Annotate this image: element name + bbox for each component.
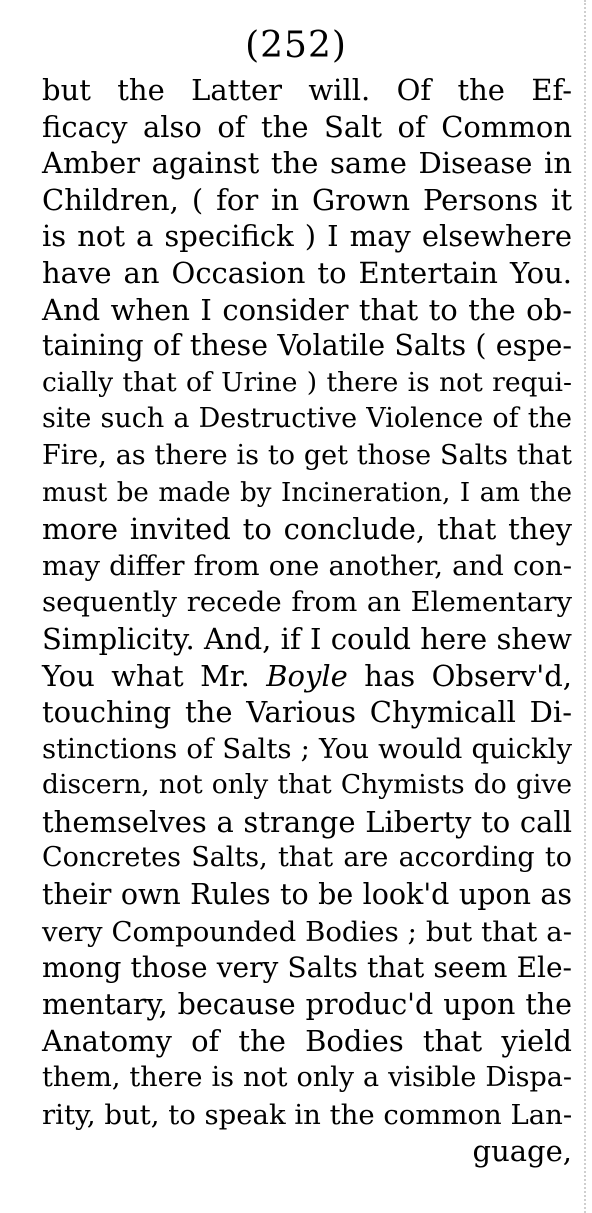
text-line-27: Anatomy of the Bodies that yield: [42, 1024, 572, 1059]
body-text: [42, 72, 572, 1170]
page-number: (252): [245, 25, 347, 66]
text-line-25: mong those very Salts that seem Ele-: [42, 951, 572, 985]
text-line-24: very Compounded Bodies ; but that a-: [42, 915, 572, 948]
page-edge-rule: [582, 0, 586, 1213]
text-line-8: taining of these Volatile Salts ( espe-: [42, 329, 572, 363]
text-line-26: mentary, because produc'd upon the: [42, 987, 572, 1021]
text-line-1: but the Latter will. Of the Ef-: [42, 73, 572, 107]
text-line-13: more invited to conclude, that they: [42, 512, 572, 547]
text-line-15: sequently recede from an Elementary: [42, 586, 572, 619]
text-line-19: stinctions of Salts ; You would quickly: [42, 732, 572, 765]
text-line-4: Children, ( for in Grown Persons it: [42, 182, 572, 217]
text-line-7: And when I consider that to the ob-: [42, 292, 572, 327]
text-line-23: their own Rules to be look'd upon as: [42, 878, 572, 912]
text-line-28: them, there is not only a visible Dispa-: [42, 1062, 572, 1094]
text-line-17: You what Mr. Boyle has Observ'd,: [42, 658, 572, 693]
text-line-12: must be made by Incineration, I am the: [42, 477, 572, 508]
text-line-5: is not a specifick ) I may elsewhere: [42, 219, 572, 254]
text-line-22: Concretes Salts, that are according to: [42, 842, 572, 874]
text-line-16: Simplicity. And, if I could here shew: [42, 621, 572, 656]
text-line-6: have an Occasion to Entertain You.: [42, 255, 572, 290]
text-line-2: ficacy also of the Salt of Common: [42, 109, 572, 144]
text-line-29: rity, but, to speak in the common Lan-: [42, 1098, 573, 1131]
text-line-11: Fire, as there is to get those Salts that: [42, 439, 572, 471]
text-line-20: discern, not only that Chymists do give: [42, 769, 572, 801]
text-line-21: themselves a strange Liberty to call: [42, 804, 572, 839]
italic-name: Boyle: [266, 658, 348, 693]
text-line-18: touching the Various Chymicall Di-: [42, 695, 572, 730]
text-line-9: cially that of Urine ) there is not requi-: [42, 366, 572, 398]
text-line-3: Amber against the same Disease in: [42, 146, 572, 181]
text-line-30: guage,: [472, 1134, 572, 1169]
text-line-14: may differ from one another, and con-: [42, 549, 572, 582]
text-line-10: site such a Destructive Violence of the: [42, 403, 572, 435]
